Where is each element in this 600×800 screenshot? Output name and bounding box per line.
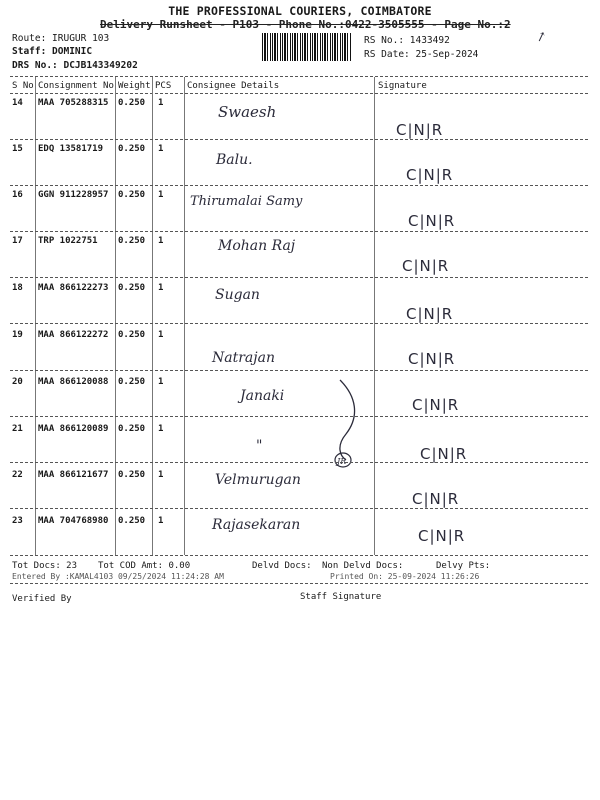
row-weight: 0.250 bbox=[118, 516, 146, 526]
barcode-image bbox=[262, 33, 352, 61]
consignee-name: " bbox=[256, 438, 263, 454]
consignee-name: Balu. bbox=[216, 152, 253, 168]
row-rule bbox=[10, 323, 588, 324]
non-delivered-docs: Non Delvd Docs: bbox=[322, 561, 404, 571]
row-weight: 0.250 bbox=[118, 424, 146, 434]
footer-rule bbox=[10, 583, 588, 584]
table-top-rule bbox=[10, 76, 588, 77]
row-rule bbox=[10, 139, 588, 140]
staff-label: Staff: DOMINIC bbox=[12, 46, 93, 57]
company-title: THE PROFESSIONAL COURIERS, COIMBATORE bbox=[168, 4, 432, 18]
signature-mark: C|N|R bbox=[412, 490, 460, 508]
col-header-pcs: PCS bbox=[155, 81, 172, 91]
rs-no-label: RS No.: 1433492 bbox=[364, 35, 450, 46]
col-header-weight: Weight bbox=[118, 81, 151, 91]
signature-mark: C|N|R bbox=[412, 396, 460, 414]
row-sno: 20 bbox=[12, 377, 23, 387]
entered-by: Entered By :KAMAL4103 09/25/2024 11:24:28 AM bbox=[12, 572, 224, 581]
row-sno: 21 bbox=[12, 424, 23, 434]
row-sno: 14 bbox=[12, 98, 23, 108]
drs-label: DRS No.: DCJB143349202 bbox=[12, 60, 138, 71]
total-docs: Tot Docs: 23 bbox=[12, 561, 78, 571]
row-sno: 15 bbox=[12, 144, 23, 154]
col-header-consignment: Consignment No bbox=[38, 81, 114, 91]
col-divider bbox=[374, 77, 375, 555]
row-consignment: EDQ 13581719 bbox=[38, 144, 104, 154]
signature-mark: C|N|R bbox=[408, 212, 456, 230]
consignee-name: Rajasekaran bbox=[212, 517, 301, 533]
row-weight: 0.250 bbox=[118, 236, 146, 246]
col-divider bbox=[35, 77, 36, 555]
row-consignment: MAA 704768980 bbox=[38, 516, 109, 526]
row-sno: 16 bbox=[12, 190, 23, 200]
runsheet-subtitle: Delivery Runsheet - P103 - Phone No.:0422-3505555 - Page No.:2 bbox=[100, 18, 511, 31]
corner-scribble: ↗ bbox=[533, 28, 550, 47]
printed-on: Printed On: 25-09-2024 11:26:26 bbox=[330, 572, 480, 581]
verified-by-label: Verified By bbox=[12, 594, 72, 604]
table-header-rule bbox=[10, 93, 588, 94]
signature-mark: C|N|R bbox=[406, 166, 454, 184]
row-weight: 0.250 bbox=[118, 330, 146, 340]
delivered-docs: Delvd Docs: bbox=[252, 561, 312, 571]
signature-mark: C|N|R bbox=[420, 445, 468, 463]
row-sno: 23 bbox=[12, 516, 23, 526]
row-consignment: MAA 866120088 bbox=[38, 377, 109, 387]
row-rule bbox=[10, 277, 588, 278]
col-header-sno: S No bbox=[12, 81, 34, 91]
col-divider bbox=[115, 77, 116, 555]
row-consignment: TRP 1022751 bbox=[38, 236, 98, 246]
row-rule bbox=[10, 462, 588, 463]
delivery-points: Delvy Pts: bbox=[436, 561, 491, 571]
row-pcs: 1 bbox=[158, 190, 164, 200]
row-sno: 22 bbox=[12, 470, 23, 480]
row-weight: 0.250 bbox=[118, 283, 146, 293]
row-weight: 0.250 bbox=[118, 470, 146, 480]
signature-mark: C|N|R bbox=[408, 350, 456, 368]
signature-mark: C|N|R bbox=[402, 257, 450, 275]
row-pcs: 1 bbox=[158, 377, 164, 387]
row-rule bbox=[10, 185, 588, 186]
row-pcs: 1 bbox=[158, 144, 164, 154]
row-weight: 0.250 bbox=[118, 190, 146, 200]
row-consignment: MAA 866122272 bbox=[38, 330, 109, 340]
bracket-scribble-icon bbox=[326, 376, 366, 470]
row-rule bbox=[10, 508, 588, 509]
svg-text:JR: JR bbox=[337, 457, 347, 466]
row-rule bbox=[10, 416, 588, 417]
table-bottom-rule bbox=[10, 555, 588, 556]
row-weight: 0.250 bbox=[118, 144, 146, 154]
row-pcs: 1 bbox=[158, 330, 164, 340]
row-pcs: 1 bbox=[158, 236, 164, 246]
row-pcs: 1 bbox=[158, 283, 164, 293]
row-consignment: MAA 866120089 bbox=[38, 424, 109, 434]
consignee-name: Natrajan bbox=[212, 350, 275, 366]
row-pcs: 1 bbox=[158, 424, 164, 434]
col-divider bbox=[152, 77, 153, 555]
row-rule bbox=[10, 370, 588, 371]
row-consignment: MAA 866121677 bbox=[38, 470, 109, 480]
consignee-name: Mohan Raj bbox=[218, 238, 296, 254]
col-header-signature: Signature bbox=[378, 81, 427, 91]
row-rule bbox=[10, 231, 588, 232]
total-cod-amount: Tot COD Amt: 0.00 bbox=[98, 561, 191, 571]
row-consignment: GGN 911228957 bbox=[38, 190, 109, 200]
row-pcs: 1 bbox=[158, 470, 164, 480]
row-pcs: 1 bbox=[158, 98, 164, 108]
signature-mark: C|N|R bbox=[418, 527, 466, 545]
consignee-name: Velmurugan bbox=[215, 472, 301, 488]
route-label: Route: IRUGUR 103 bbox=[12, 33, 110, 44]
row-consignment: MAA 866122273 bbox=[38, 283, 109, 293]
signature-mark: C|N|R bbox=[406, 305, 454, 323]
consignee-name: Sugan bbox=[215, 287, 260, 303]
row-weight: 0.250 bbox=[118, 377, 146, 387]
row-sno: 18 bbox=[12, 283, 23, 293]
consignee-name: Swaesh bbox=[218, 103, 277, 121]
col-header-consignee: Consignee Details bbox=[187, 81, 280, 91]
consignee-name: Thirumalai Samy bbox=[190, 194, 303, 209]
staff-signature-label: Staff Signature bbox=[300, 592, 382, 602]
rs-date-label: RS Date: 25-Sep-2024 bbox=[364, 49, 479, 60]
row-weight: 0.250 bbox=[118, 98, 146, 108]
row-consignment: MAA 705288315 bbox=[38, 98, 109, 108]
row-sno: 17 bbox=[12, 236, 23, 246]
signature-mark: C|N|R bbox=[396, 121, 444, 139]
row-pcs: 1 bbox=[158, 516, 164, 526]
row-sno: 19 bbox=[12, 330, 23, 340]
consignee-name: Janaki bbox=[240, 388, 285, 404]
col-divider bbox=[184, 77, 185, 555]
